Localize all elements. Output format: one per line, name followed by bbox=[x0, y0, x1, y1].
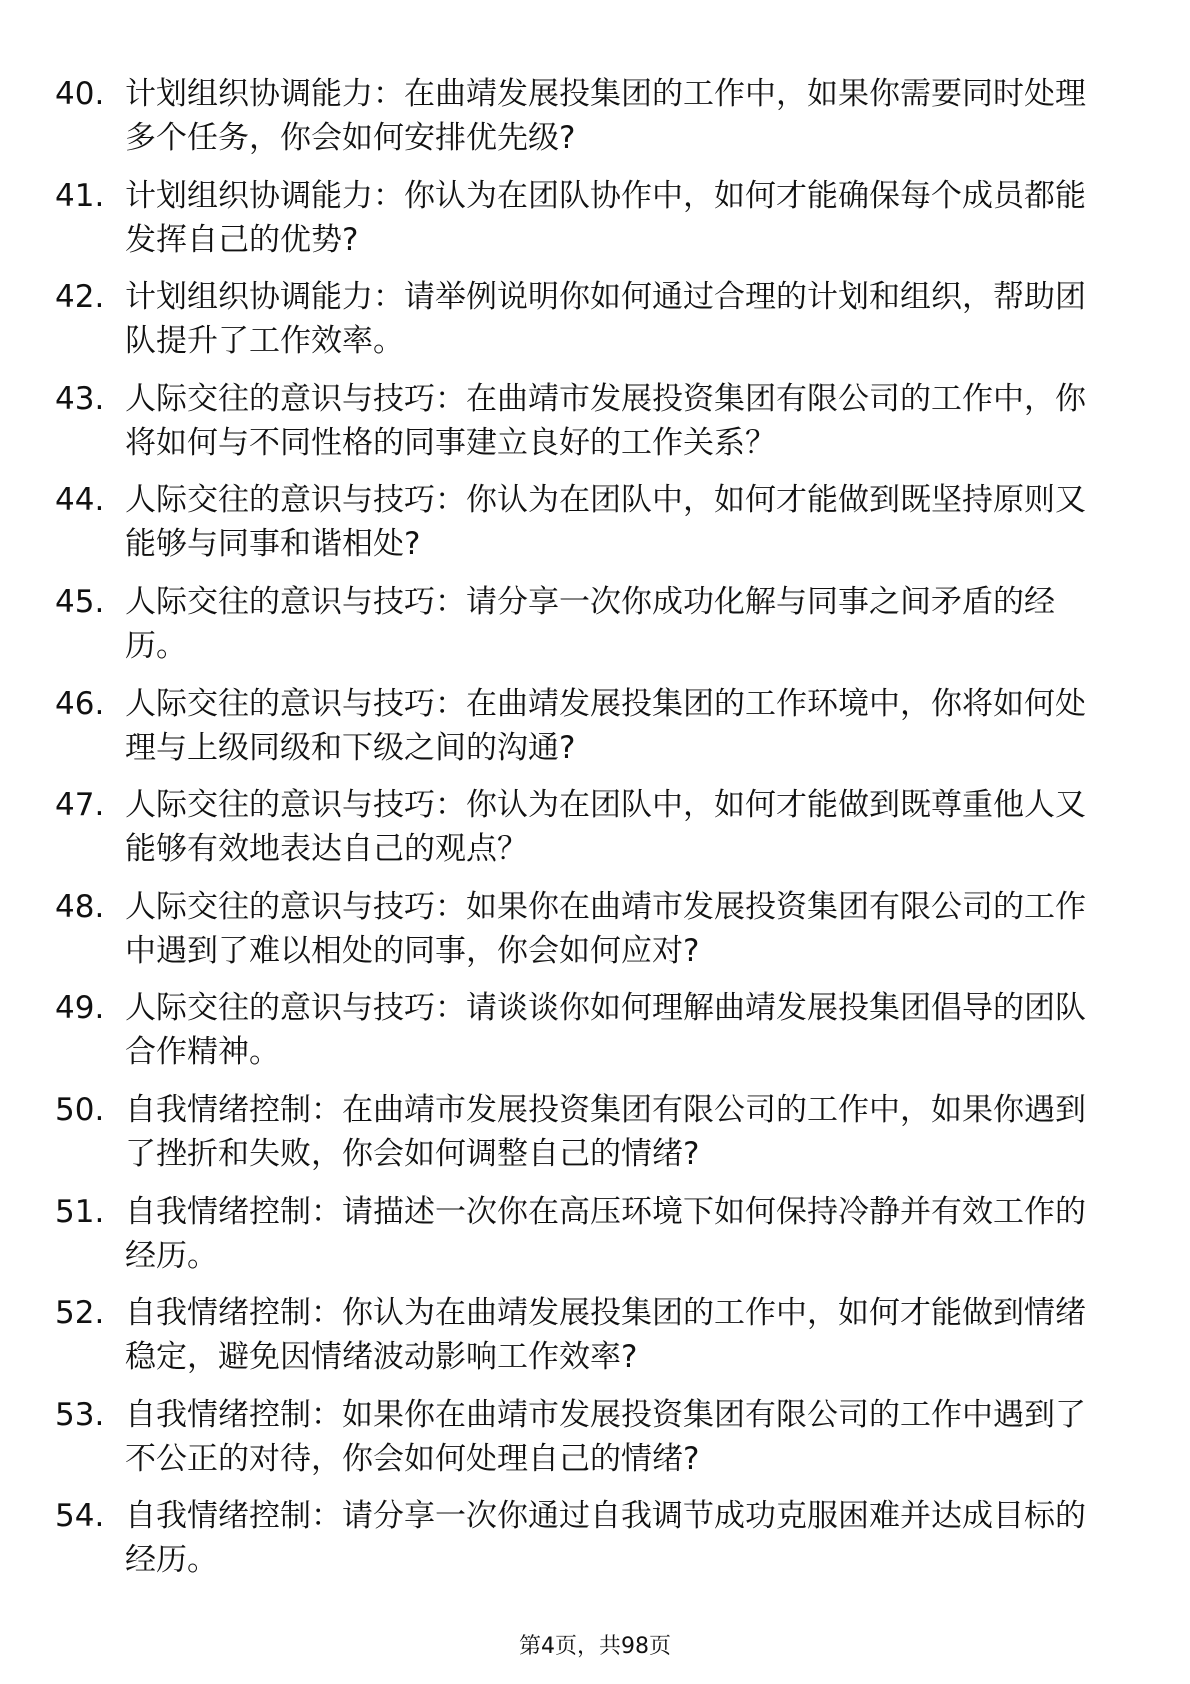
question-text: 自我情绪控制：请描述一次你在高压环境下如何保持冷静并有效工作的经历。 bbox=[125, 1193, 1086, 1274]
question-item-47 bbox=[55, 783, 1105, 885]
question-item-52 bbox=[55, 1291, 1105, 1393]
question-text: 自我情绪控制：在曲靖市发展投资集团有限公司的工作中，如果你遇到了挫折和失败，你会如何调整自己的情绪? bbox=[125, 1091, 1086, 1172]
question-text: 计划组织协调能力：在曲靖发展投集团的工作中，如果你需要同时处理多个任务，你会如何安排优先级? bbox=[125, 76, 1086, 156]
question-text: 计划组织协调能力：你认为在团队协作中，如何才能确保每个成员都能发挥自己的优势? bbox=[125, 177, 1086, 258]
question-number: 44. bbox=[55, 482, 105, 519]
question-item-42 bbox=[55, 275, 1105, 377]
question-number: 52. bbox=[55, 1295, 105, 1332]
question-text: 计划组织协调能力：请举例说明你如何通过合理的计划和组织，帮助团队提升了工作效率。 bbox=[125, 279, 1086, 360]
question-item-54 bbox=[55, 1494, 1105, 1596]
question-text: 人际交往的意识与技巧：在曲靖市发展投资集团有限公司的工作中，你将如何与不同性格的同事建立良好的工作关系？ bbox=[125, 380, 1086, 461]
question-number: 43. bbox=[55, 380, 105, 417]
question-number: 40. bbox=[55, 76, 105, 112]
question-number: 51. bbox=[55, 1193, 105, 1230]
question-item-40 bbox=[55, 72, 1105, 174]
question-number: 48. bbox=[55, 888, 105, 925]
question-number: 46. bbox=[55, 685, 105, 722]
question-text: 人际交往的意识与技巧：你认为在团队中，如何才能做到既尊重他人又能够有效地表达自己的观点？ bbox=[125, 787, 1086, 868]
question-item-43 bbox=[55, 377, 1105, 479]
question-text: 人际交往的意识与技巧：如果你在曲靖市发展投资集团有限公司的工作中遇到了难以相处的同事，你会如何应对? bbox=[125, 888, 1086, 969]
question-number: 50. bbox=[55, 1091, 105, 1128]
question-item-45 bbox=[55, 580, 1105, 682]
question-item-49 bbox=[55, 986, 1105, 1088]
question-item-51 bbox=[55, 1190, 1105, 1292]
question-number: 42. bbox=[55, 279, 105, 316]
page-number-footer: 第4页，共98页 bbox=[519, 1634, 671, 1659]
question-text: 自我情绪控制：你认为在曲靖发展投集团的工作中，如何才能做到情绪稳定，避免因情绪波动影响工作效率? bbox=[125, 1295, 1086, 1376]
question-item-46 bbox=[55, 682, 1105, 784]
question-list bbox=[55, 72, 1105, 1596]
question-text: 自我情绪控制：请分享一次你通过自我调节成功克服困难并达成目标的经历。 bbox=[125, 1498, 1086, 1579]
question-number: 47. bbox=[55, 787, 105, 824]
question-item-48 bbox=[55, 885, 1105, 987]
question-item-53 bbox=[55, 1393, 1105, 1495]
question-item-41 bbox=[55, 174, 1105, 276]
question-number: 54. bbox=[55, 1498, 105, 1535]
question-item-44 bbox=[55, 478, 1105, 580]
question-text: 人际交往的意识与技巧：你认为在团队中，如何才能做到既坚持原则又能够与同事和谐相处? bbox=[125, 482, 1086, 563]
question-text: 人际交往的意识与技巧：请分享一次你成功化解与同事之间矛盾的经历。 bbox=[125, 583, 1055, 664]
question-number: 49. bbox=[55, 990, 105, 1027]
question-text: 自我情绪控制：如果你在曲靖市发展投资集团有限公司的工作中遇到了不公正的对待，你会如何处理自己的情绪? bbox=[125, 1396, 1086, 1477]
question-number: 41. bbox=[55, 177, 105, 214]
question-item-50 bbox=[55, 1088, 1105, 1190]
question-text: 人际交往的意识与技巧：请谈谈你如何理解曲靖发展投集团倡导的团队合作精神。 bbox=[125, 990, 1086, 1071]
question-text: 人际交往的意识与技巧：在曲靖发展投集团的工作环境中，你将如何处理与上级同级和下级之间的沟通? bbox=[125, 685, 1086, 766]
question-number: 45. bbox=[55, 583, 105, 620]
question-number: 53. bbox=[55, 1396, 105, 1433]
